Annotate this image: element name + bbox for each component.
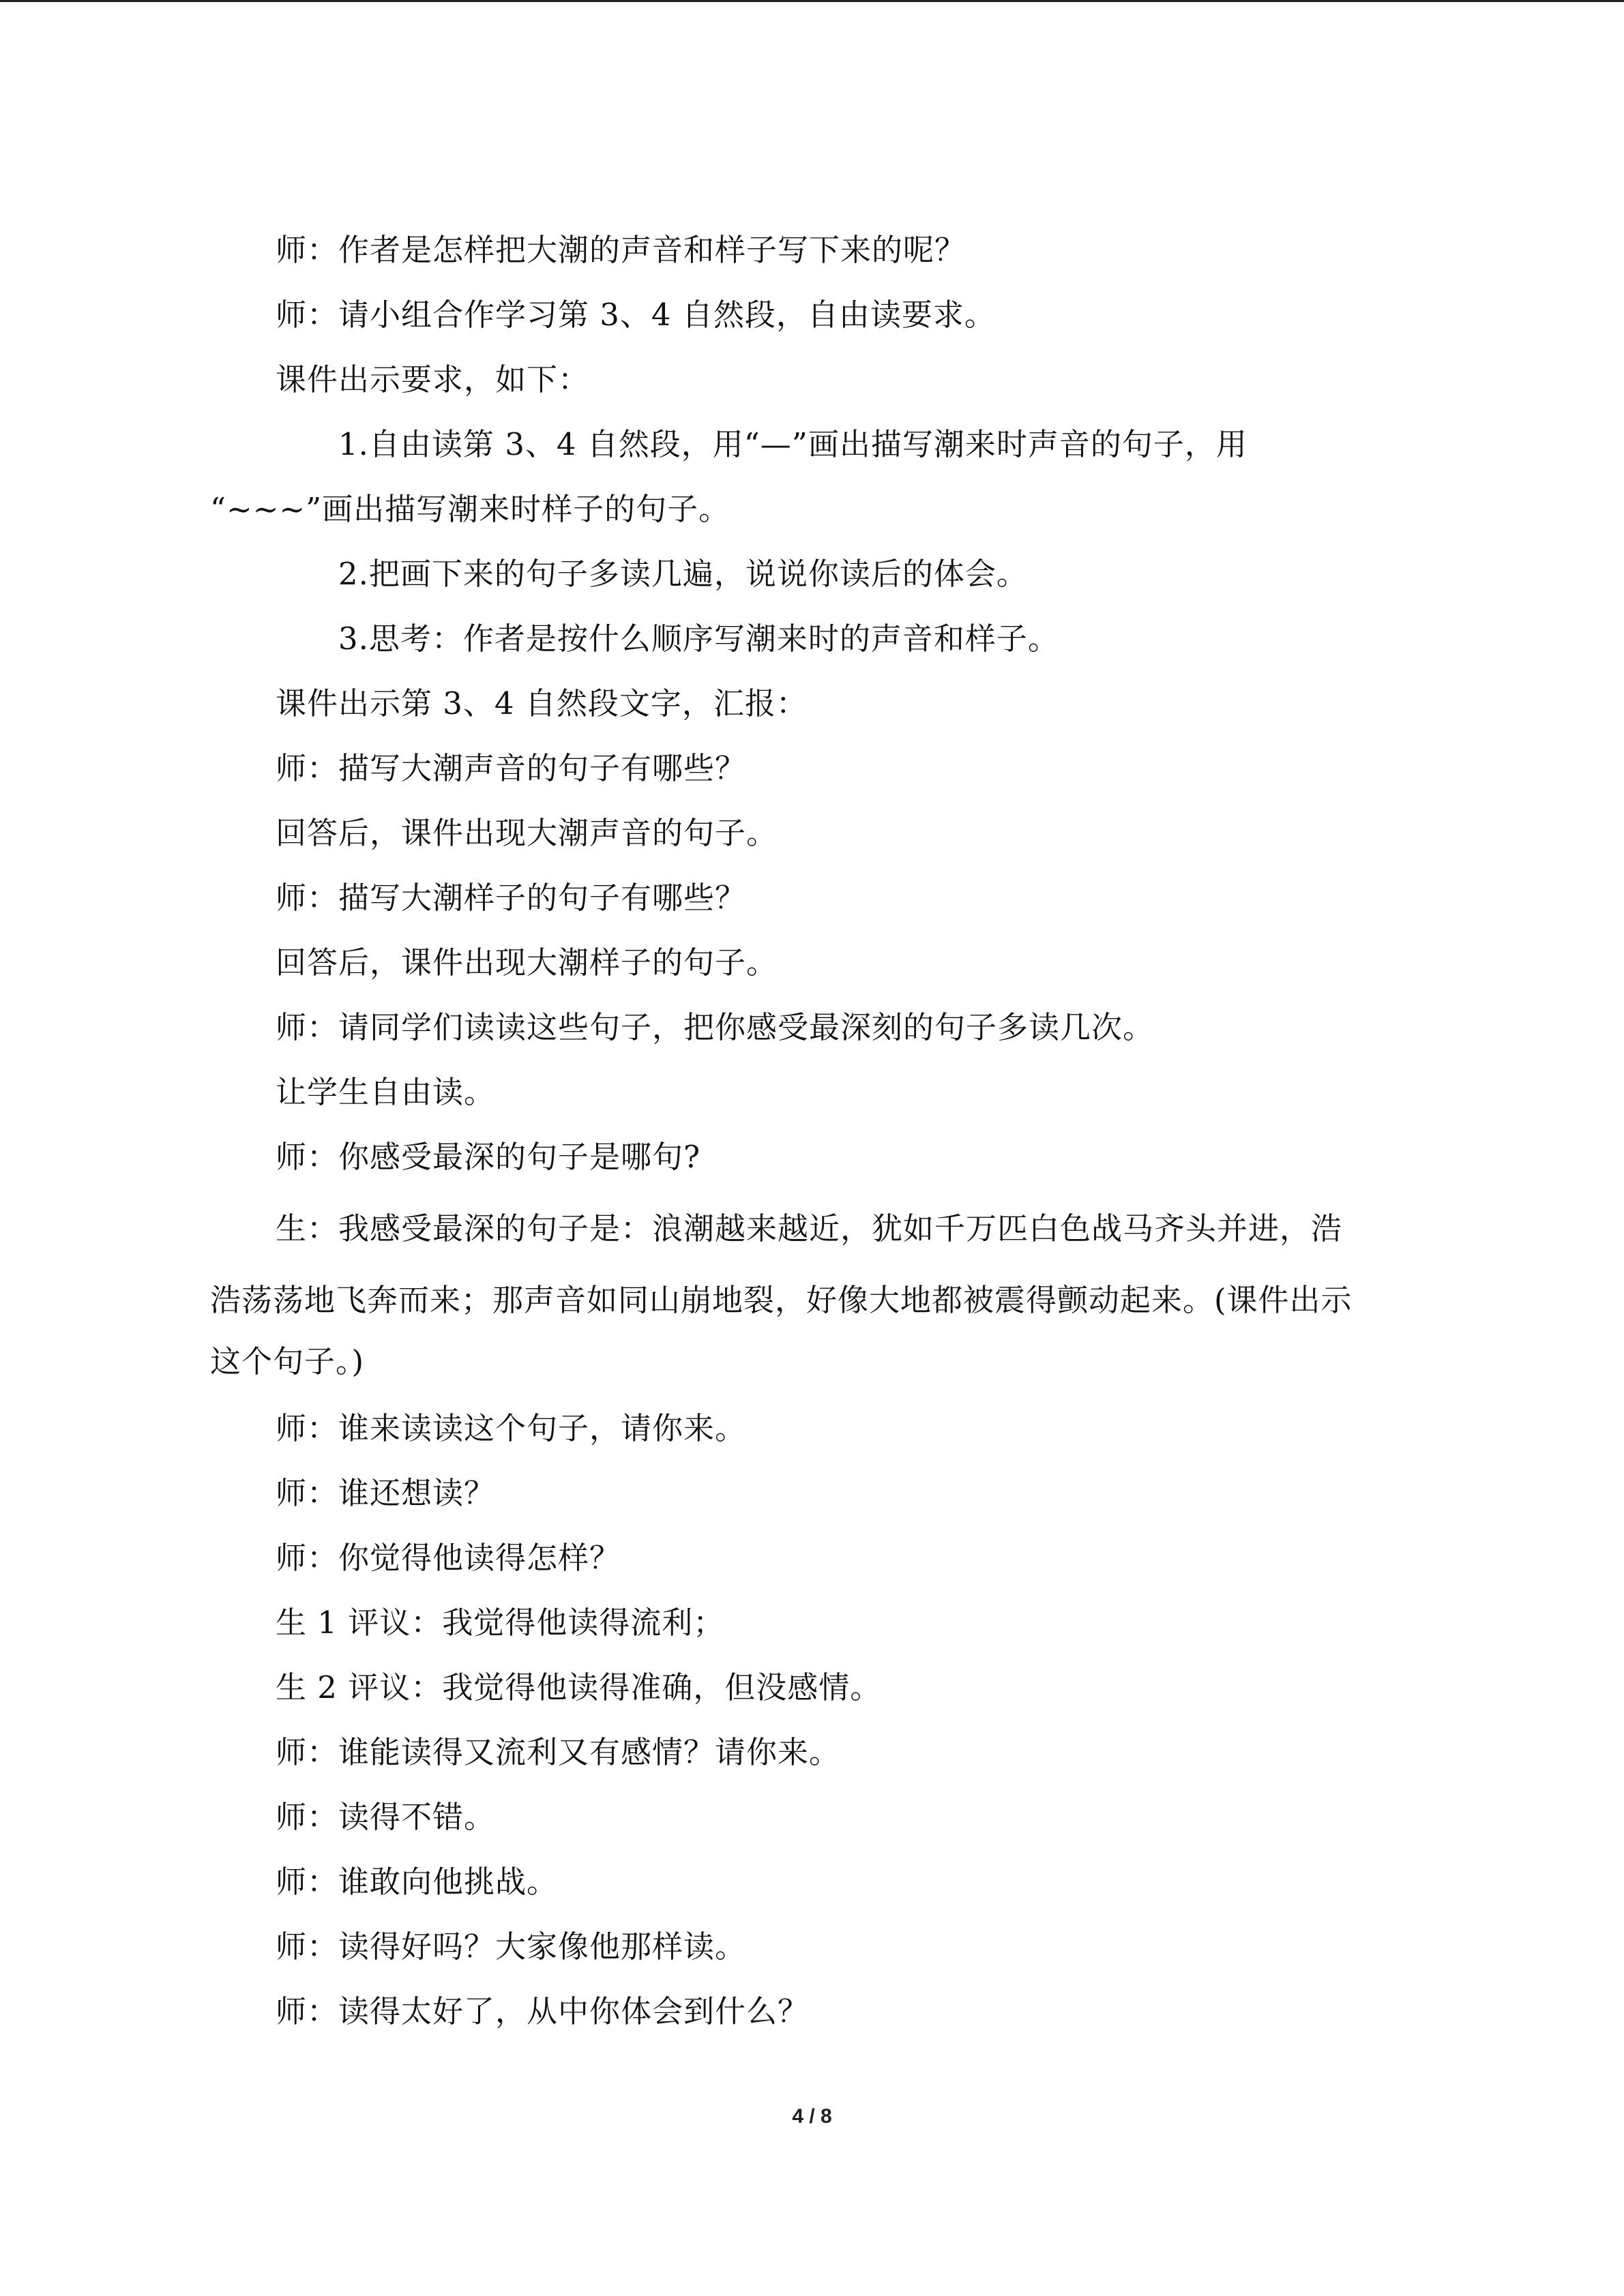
paragraph: 师：描写大潮样子的句子有哪些？: [276, 880, 747, 916]
paragraph: 师：谁能读得又流利又有感情？请你来。: [276, 1734, 841, 1770]
paragraph: 回答后，课件出现大潮声音的句子。: [276, 815, 778, 851]
paragraph: 师：请小组合作学习第 3、4 自然段，自由读要求。: [276, 297, 996, 333]
paragraph: 师：读得不错。: [276, 1799, 496, 1835]
paragraph: 师：你觉得他读得怎样？: [276, 1540, 621, 1576]
paragraph: 师：谁来读读这个句子，请你来。: [276, 1410, 747, 1446]
paragraph: 师：作者是怎样把大潮的声音和样子写下来的呢？: [276, 232, 966, 268]
paragraph: 回答后，课件出现大潮样子的句子。: [276, 944, 778, 981]
paragraph-continuation: 浩荡荡地飞奔而来；那声音如同山崩地裂，好像大地都被震得颤动起来。(课件出示: [210, 1282, 1353, 1318]
paragraph: 生：我感受最深的句子是：浪潮越来越近，犹如千万匹白色战马齐头并进，浩: [276, 1210, 1343, 1247]
paragraph-continuation: 这个句子。): [210, 1343, 365, 1380]
list-item: 1.自由读第 3、4 自然段，用“—”画出描写潮来时声音的句子，用: [338, 426, 1247, 462]
paragraph: 师：读得太好了，从中你体会到什么？: [276, 1993, 810, 2029]
list-item: 3.思考：作者是按什么顺序写潮来时的声音和样子。: [338, 621, 1059, 657]
paragraph: 师：谁还想读？: [276, 1475, 496, 1511]
paragraph: 生 2 评议：我觉得他读得准确，但没感情。: [276, 1669, 882, 1705]
paragraph: 师：你感受最深的句子是哪句?: [276, 1139, 701, 1175]
paragraph: 课件出示第 3、4 自然段文字，汇报：: [276, 685, 808, 721]
paragraph: 生 1 评议：我觉得他读得流利；: [276, 1605, 725, 1641]
page-number: 4 / 8: [792, 2105, 832, 2128]
paragraph: 师：描写大潮声音的句子有哪些？: [276, 750, 747, 786]
paragraph: 师：请同学们读读这些句子，把你感受最深刻的句子多读几次。: [276, 1009, 1155, 1045]
paragraph: 让学生自由读。: [276, 1074, 496, 1110]
list-item-continuation: “~~~”画出描写潮来时样子的句子。: [210, 491, 730, 527]
list-item: 2.把画下来的句子多读几遍，说说你读后的体会。: [338, 556, 1028, 592]
paragraph: 师：读得好吗？大家像他那样读。: [276, 1928, 747, 1965]
paragraph: 师：谁敢向他挑战。: [276, 1864, 559, 1900]
paragraph: 课件出示要求，如下：: [276, 361, 590, 398]
page-top-border: [0, 0, 1624, 2]
